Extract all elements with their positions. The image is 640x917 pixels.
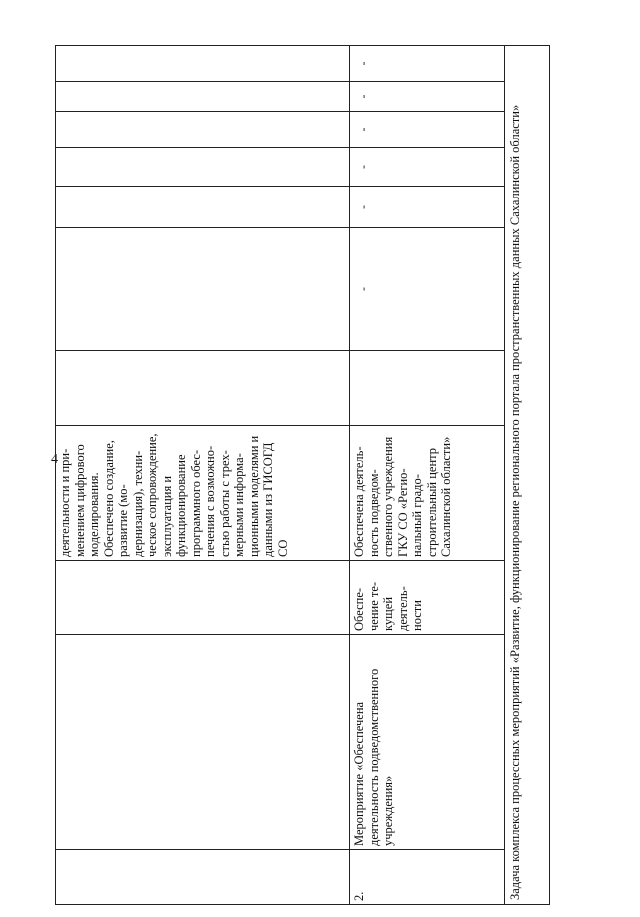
- rotated-table-area: [55, 45, 548, 905]
- measure-text: Мероприятие «Обеспечена деятельность подведомственного учреждения»: [352, 668, 395, 846]
- result-text: Обеспечена деятельность подведомственного учреждения ГКУ СО «Региональный градостроительный центр Сахалинской области»: [352, 436, 453, 557]
- cell-type-empty: [56, 561, 350, 635]
- page-number: 4: [51, 452, 58, 467]
- dash: -: [356, 165, 370, 169]
- cell-dash: [350, 148, 505, 187]
- cell-measure: [350, 635, 505, 850]
- cell-dash: [350, 228, 505, 351]
- table-row-task: [504, 45, 550, 905]
- dash: -: [356, 205, 370, 209]
- dash: -: [356, 61, 370, 66]
- result-text: деятельности и применением цифрового моделирования. Обеспечено создание, развитие (модернизация), техническое сопровождение, эксплуатация и функционирование программного обеспечения с возможностью работы с трехмерными информационными моделями и данными из ГИСОГД СО: [58, 433, 290, 557]
- dash: -: [356, 287, 370, 291]
- table-row-2: [349, 45, 505, 905]
- cell-type: [350, 561, 505, 635]
- cell-dash: [350, 351, 505, 426]
- cell-value: [56, 82, 350, 112]
- cell-number-empty: [56, 850, 350, 905]
- cell-result: [350, 426, 505, 561]
- table-row-previous: [55, 45, 350, 905]
- cell-value: [56, 187, 350, 228]
- cell-dash: [350, 187, 505, 228]
- cell-dash: [350, 82, 505, 112]
- cell-value: [56, 351, 350, 426]
- cell-number: [350, 850, 505, 905]
- task-cell: [505, 45, 549, 905]
- type-text: Обеспечение текущей деятельности: [352, 581, 424, 631]
- dash: -: [356, 94, 370, 99]
- cell-dash: [350, 45, 505, 82]
- table: [55, 45, 548, 905]
- task-text: Задача комплекса процессных мероприятий «Развитие, функционирование регионального портала пространственных данных Сахалинской области»: [508, 104, 522, 900]
- cell-value: [56, 148, 350, 187]
- cell-result-text: [56, 426, 350, 561]
- cell-dash: [350, 112, 505, 148]
- cell-value: [56, 112, 350, 148]
- cell-value: [56, 45, 350, 82]
- cell-value: [56, 228, 350, 351]
- dash: -: [356, 127, 370, 132]
- cell-measure-empty: [56, 635, 350, 850]
- row-number: 2.: [352, 891, 366, 901]
